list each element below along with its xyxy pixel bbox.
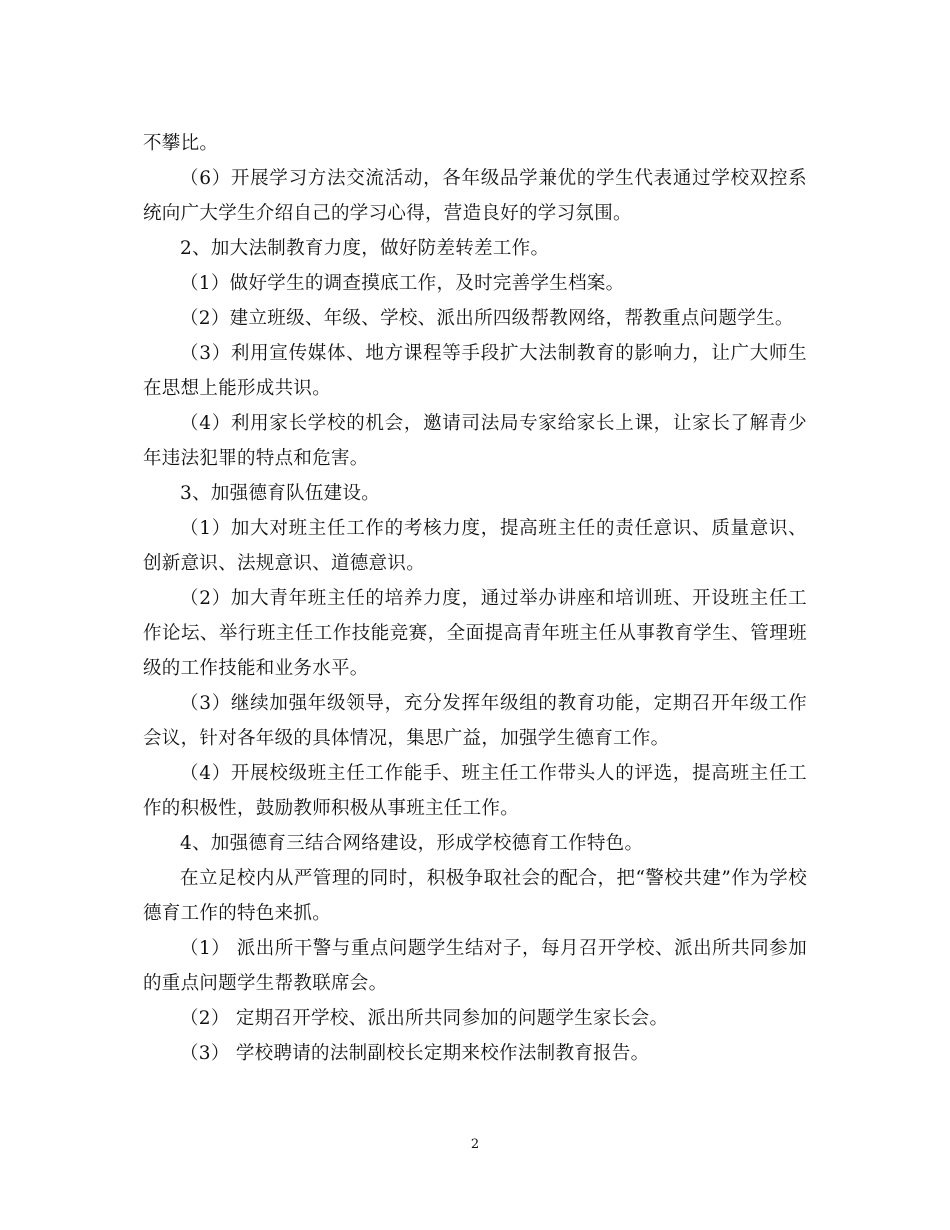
section-heading-2: 2、加大法制教育力度，做好防差转差工作。 bbox=[180, 238, 550, 259]
paragraph-item-4: （4）利用家长学校的机会，邀请司法局专家给家长上课，让家长了解青少年违法犯罪的特点和危害。 bbox=[143, 413, 807, 469]
paragraph-item-1: （1） 派出所干警与重点问题学生结对子，每月召开学校、派出所共同参加的重点问题学生帮教联席会。 bbox=[143, 938, 807, 994]
paragraph-item-2: （2） 定期召开学校、派出所共同参加的问题学生家长会。 bbox=[180, 1008, 669, 1029]
paragraph-item-3: （3）继续加强年级领导，充分发挥年级组的教育功能，定期召开年级工作会议，针对各年级的具体情况，集思广益，加强学生德育工作。 bbox=[143, 693, 807, 749]
section-heading-3: 3、加强德育队伍建设。 bbox=[180, 483, 381, 504]
paragraph-item-1: （1）做好学生的调查摸底工作，及时完善学生档案。 bbox=[180, 273, 625, 294]
paragraph-continuation: 不攀比。 bbox=[143, 133, 219, 154]
paragraph-item-6-study-methods: （6）开展学习方法交流活动，各年级品学兼优的学生代表通过学校双控系统向广大学生介绍自己的学习心得，营造良好的学习氛围。 bbox=[143, 168, 807, 224]
paragraph-item-1: （1）加大对班主任工作的考核力度，提高班主任的责任意识、质量意识、创新意识、法规意识、道德意识。 bbox=[143, 518, 807, 574]
paragraph-item-2: （2）建立班级、年级、学校、派出所四级帮教网络，帮教重点问题学生。 bbox=[180, 308, 794, 329]
document-body bbox=[143, 126, 807, 1071]
section-heading-4: 4、加强德育三结合网络建设，形成学校德育工作特色。 bbox=[180, 833, 644, 854]
paragraph-item-3: （3） 学校聘请的法制副校长定期来校作法制教育报告。 bbox=[180, 1043, 650, 1064]
paragraph-item-3: （3）利用宣传媒体、地方课程等手段扩大法制教育的影响力，让广大师生在思想上能形成共识。 bbox=[143, 343, 807, 399]
page-number: 2 bbox=[470, 1137, 480, 1152]
paragraph-item-2: （2）加大青年班主任的培养力度，通过举办讲座和培训班、开设班主任工作论坛、举行班主任工作技能竞赛，全面提高青年班主任从事教育学生、管理班级的工作技能和业务水平。 bbox=[143, 588, 807, 679]
paragraph-item-4: （4）开展校级班主任工作能手、班主任工作带头人的评选，提高班主任工作的积极性，鼓励教师积极从事班主任工作。 bbox=[143, 763, 807, 819]
paragraph-intro: 在立足校内从严管理的同时，积极争取社会的配合，把“警校共建”作为学校德育工作的特色来抓。 bbox=[143, 868, 807, 924]
